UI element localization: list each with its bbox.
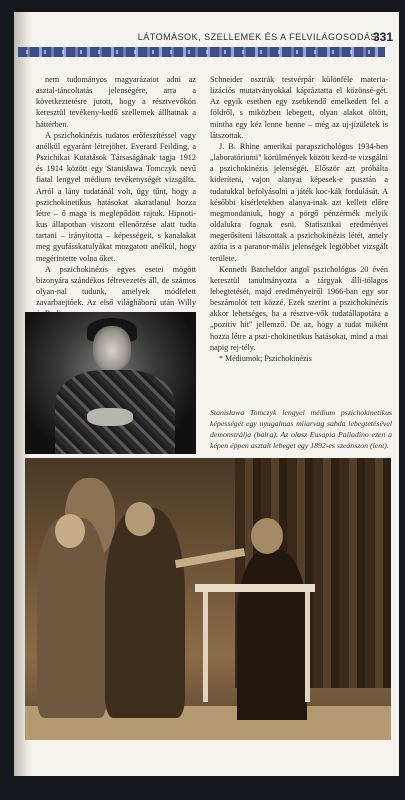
photo-table-leg (305, 592, 310, 702)
running-head: LÁTOMÁSOK, SZELLEMEK ÉS A FELVILÁGOSODÁS (137, 32, 377, 42)
book-page (14, 12, 399, 776)
paragraph: Kenneth Batcheldor angol pszichológus 20 évén keresztül tanulmányozta a tárgyak álli-tólagos lebegtetését, majd eredményeiről 1966-ban egy sor beszámolót tett közzé. Ezek szerint a pszichokinézis akkor lehetséges, ha a résztve-vők tudatállapotára a „pozitív hit" jellemző. De az, hogy a tudat miként hozza létre a pszi-chokinetikus hatásokat, mind a mai napig rej-tély. (210, 264, 388, 352)
paragraph: A pszichokinézis egyes esetei mögött bizonyára szándékos félrevezetés áll, de számos olyan-nal tudunk, amelyek módfelett zavarbaejtőek. Az első világháború után Willy (36, 264, 196, 308)
paragraph: nem tudományos magyarázatot adni az asztal-táncoltatás jelenségére, arra a következtetésre jutott, hogy a résztvevőkön keresztül tevékeny-kedő szellemek állhatnak a háttérben. (36, 75, 196, 129)
cross-reference: * Médiumok; Pszichokinézis (219, 353, 312, 363)
photo-medium-palladino (237, 550, 307, 720)
photo-head-center (125, 502, 155, 536)
photo-man-left (37, 518, 107, 718)
paragraph: Schneider osztrák testvérpár különféle materia-lizációs mutatványokkal kápráztatta el közönsé-gét. Az egyik esetben egy zsebkendő emelkedett fel a földről, s miközben lebegett, olyan alakot öltött, mintha egy kéz lenne benne – még az uj-jízületek is látszottak. (210, 75, 388, 140)
right-text-column (210, 74, 388, 394)
photo-tomczyk-medium (25, 312, 196, 454)
page-number: 331 (372, 30, 393, 44)
photo-figure-hands (87, 408, 133, 426)
photo-levitating-table-top (195, 584, 315, 592)
paragraph: A pszichokinézis tudatos erőfeszítéssel vagy anélkül egyaránt létrejöhet. Everard Feilding, a Pszichikai Kutatások Társaságának tagja 1912 és 1914 között egy Stanisława Tomczyk nevű fiatal lengyel médium tevékenységét vizsgálta. Arról a lány tudatánál volt, úgy tűnt, hogy a pszichokinetikus hatásokat akaratlanul hozza létre – ő maga is meglepődött rajtuk. Hipnoti-kus állapotban viszont ellenőrzése alatt tudta tartani – irányította – képességeit, s kanalakat meg gyufásskatulyákat mozgatott anélkül, hogy megérintette volna őket. (36, 130, 196, 263)
photo-head-medium (251, 518, 283, 554)
left-text-column (36, 74, 196, 314)
photo-palladino-seance (25, 458, 391, 740)
photo-man-center (105, 508, 185, 718)
paragraph: J. B. Rhine amerikai parapszichológus 1934-ben „laboratóriumi" körülmények között kezd-te vizsgálni a pszichokinézis jelenségét. Először azt próbálta kideríteni, vajon alanyai képesek-e pusztán a tudatukkal befolyásolni a játék koc-kák fordulását. A későbbi kísérletekben alanya-inak azt kellett előre megmondaniuk, hogy a pörgő pénzérmék melyik oldalukra fognak esni. Statisztikai eredményei megerősíteni látszottak a pszichokinézis létét, amely azóta is a paranor-mális jelenségek legtöbbet vizsgált területe. (210, 141, 388, 263)
photo-head-left (55, 514, 85, 548)
photo-figure-head (93, 326, 131, 370)
photo-caption: Stanisława Tomczyk lengyel médium pszichokinetikus képességét egy nyugalmas miiarvag sabda lebegtetésével demonstrálja (balra). Az olasz Eusapia Palladino ezen a képen éppen asztalt lebeget egy 1892-es szeánszon (lent). (210, 408, 392, 450)
ornament-band (18, 47, 385, 57)
photo-table-leg (203, 592, 208, 702)
